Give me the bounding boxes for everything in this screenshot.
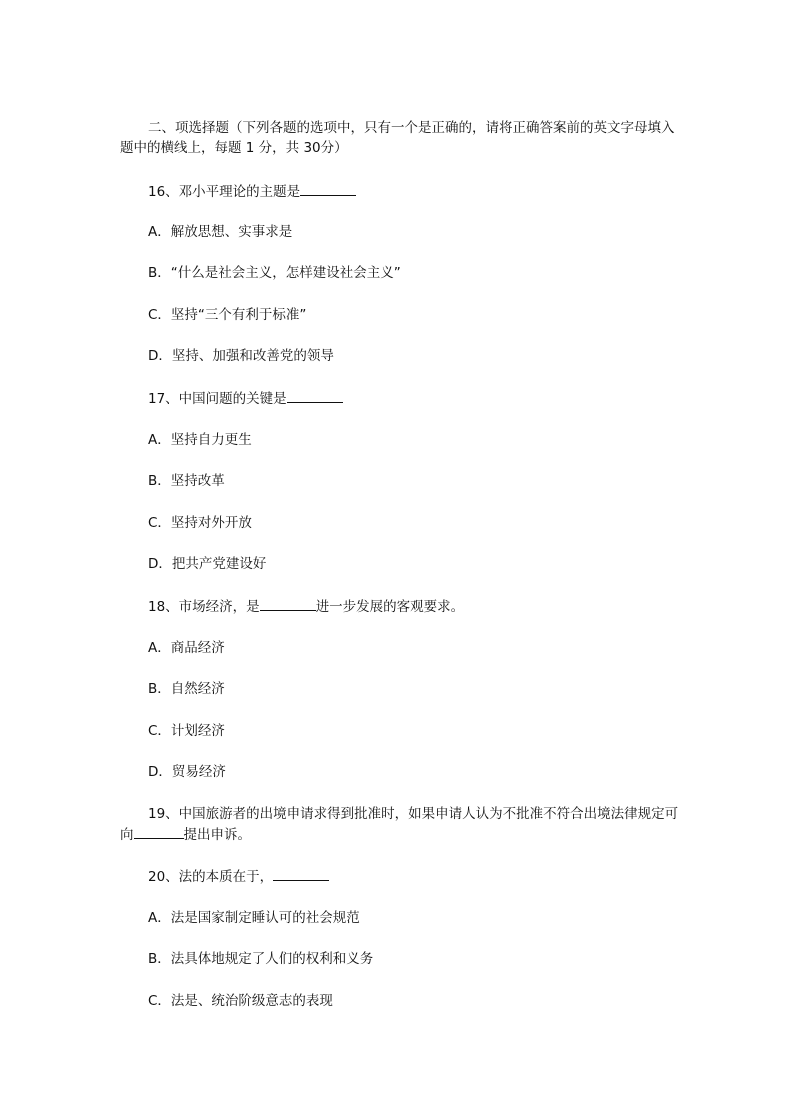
option-18-a: A．商品经济 (148, 640, 225, 656)
question-stem: 17、中国问题的关键是 (148, 391, 287, 407)
question-stem: 20、法的本质在于， (148, 869, 274, 885)
question-stem-before: 19、中国旅游者的出境申请求得到批准时，如果申请人认为不批准不符合出境法律规定可向 (120, 806, 679, 843)
answer-blank (287, 388, 343, 403)
question-17 (148, 388, 343, 409)
option-16-c: C．坚持“三个有利于标准” (148, 307, 307, 323)
question-18 (148, 596, 464, 617)
option-20-a: A．法是国家制定睡认可的社会规范 (148, 910, 360, 926)
question-16 (148, 181, 356, 202)
option-20-c: C．法是、统治阶级意志的表现 (148, 993, 333, 1009)
question-20 (148, 866, 329, 887)
answer-blank (273, 866, 329, 881)
option-18-d: D．贸易经济 (148, 764, 226, 780)
answer-blank (260, 596, 316, 611)
option-16-a: A．解放思想、实事求是 (148, 224, 293, 240)
option-18-b: B．自然经济 (148, 681, 225, 697)
option-17-d: D．把共产党建设好 (148, 556, 267, 572)
option-16-b: B．“什么是社会主义，怎样建设社会主义” (148, 265, 401, 281)
section-heading: 二、项选择题（下列各题的选项中，只有一个是正确的，请将正确答案前的英文字母填入题中的横线上，每题 1 分，共 30分） (120, 120, 675, 156)
question-stem: 16、邓小平理论的主题是 (148, 184, 301, 200)
question-stem-after: 提出申诉。 (183, 827, 251, 843)
question-stem-before: 18、市场经济，是 (148, 599, 260, 615)
option-17-a: A．坚持自力更生 (148, 432, 252, 448)
question-19 (120, 804, 680, 845)
answer-blank (134, 824, 184, 839)
question-stem-after: 进一步发展的客观要求。 (315, 599, 465, 615)
option-16-d: D．坚持、加强和改善党的领导 (148, 348, 334, 364)
option-17-c: C．坚持对外开放 (148, 515, 252, 531)
option-20-b: B．法具体地规定了人们的权利和义务 (148, 951, 374, 967)
option-18-c: C．计划经济 (148, 723, 225, 739)
answer-blank (300, 181, 356, 196)
option-17-b: B．坚持改革 (148, 473, 225, 489)
